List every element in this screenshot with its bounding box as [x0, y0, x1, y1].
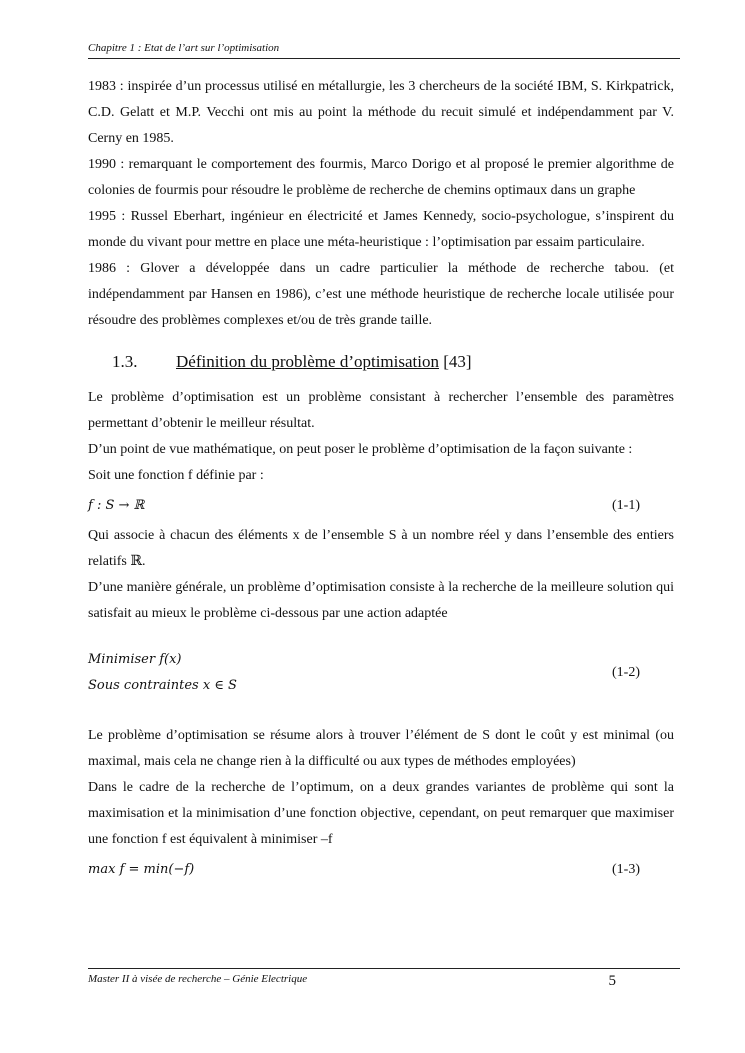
equation-1-2	[88, 647, 674, 699]
equation-1-1-number: (1-1)	[612, 498, 640, 513]
page-footer	[88, 968, 680, 990]
section-title: Définition du problème d’optimisation	[176, 352, 439, 371]
equation-1-2-constraint: Sous contraintes x ∈ S	[88, 678, 237, 693]
equation-1-1-expression: f : S → ℝ	[88, 498, 145, 513]
history-paragraph-1995: 1995 : Russel Eberhart, ingénieur en électricité et James Kennedy, socio-psychologue, s’inspirent du monde du vivant pour mettre en place une méta-heuristique : l’optimisation par essaim particulaire.	[88, 209, 674, 250]
section-heading	[88, 349, 674, 375]
page-body	[88, 74, 674, 887]
mapping-paragraph: Qui associe à chacun des éléments x de l’ensemble S à un nombre réel y dans l’ensemble des entiers relatifs ℝ.	[88, 528, 674, 569]
section-reference: [43]	[439, 352, 472, 371]
section-number: 1.3.	[112, 352, 138, 371]
general-problem-paragraph: D’une manière générale, un problème d’optimisation consiste à la recherche de la meilleure solution qui satisfait au mieux le problème ci-dessous par une action adaptée	[88, 580, 674, 621]
equation-1-3-number: (1-3)	[612, 862, 640, 877]
running-header: Chapitre 1 : Etat de l’art sur l’optimisation	[88, 42, 680, 59]
summary-paragraph: Le problème d’optimisation se résume alors à trouver l’élément de S dont le coût y est minimal (ou maximal, mais cela ne change rien à la difficulté ou aux types de méthodes employées)	[88, 728, 674, 769]
function-intro-paragraph: Soit une fonction f définie par :	[88, 468, 264, 483]
history-paragraph-1990: 1990 : remarquant le comportement des fourmis, Marco Dorigo et al proposé le premier algorithme de colonies de fourmis pour résoudre le problème de recherche de chemins optimaux dans un graphe	[88, 157, 674, 198]
equation-1-1	[88, 493, 674, 519]
definition-paragraph: Le problème d’optimisation est un problème consistant à rechercher l’ensemble des paramètres permettant d’obtenir le meilleur résultat.	[88, 390, 674, 431]
equation-1-3	[88, 857, 674, 883]
history-paragraph-1983: 1983 : inspirée d’un processus utilisé en métallurgie, les 3 chercheurs de la société IBM, S. Kirkpatrick, C.D. Gelatt et M.P. Vecchi ont mis au point la méthode du recuit simulé et indépendamment par V. Cerny en 1985.	[88, 79, 674, 146]
page-number: 5	[608, 973, 616, 989]
variants-paragraph: Dans le cadre de la recherche de l’optimum, on a deux grandes variantes de problème qui sont la maximisation et la minimisation d’une fonction objective, cependant, on peut remarquer que maximiser une fonction f est équivalent à minimiser –f	[88, 780, 674, 847]
equation-1-3-expression: max f = min(−f)	[88, 862, 195, 877]
footer-text: Master II à visée de recherche – Génie Electrique	[88, 973, 308, 985]
equation-1-2-number: (1-2)	[612, 665, 640, 680]
equation-1-2-objective: Minimiser f(x)	[88, 652, 182, 667]
history-paragraph-1986: 1986 : Glover a développée dans un cadre particulier la méthode de recherche tabou. (et indépendamment par Hansen en 1986), c’est une méthode heuristique de recherche locale utilisée pour résoudre des problèmes complexes et/ou de très grande taille.	[88, 261, 674, 328]
math-viewpoint-paragraph: D’un point de vue mathématique, on peut poser le problème d’optimisation de la façon suivante :	[88, 442, 633, 457]
